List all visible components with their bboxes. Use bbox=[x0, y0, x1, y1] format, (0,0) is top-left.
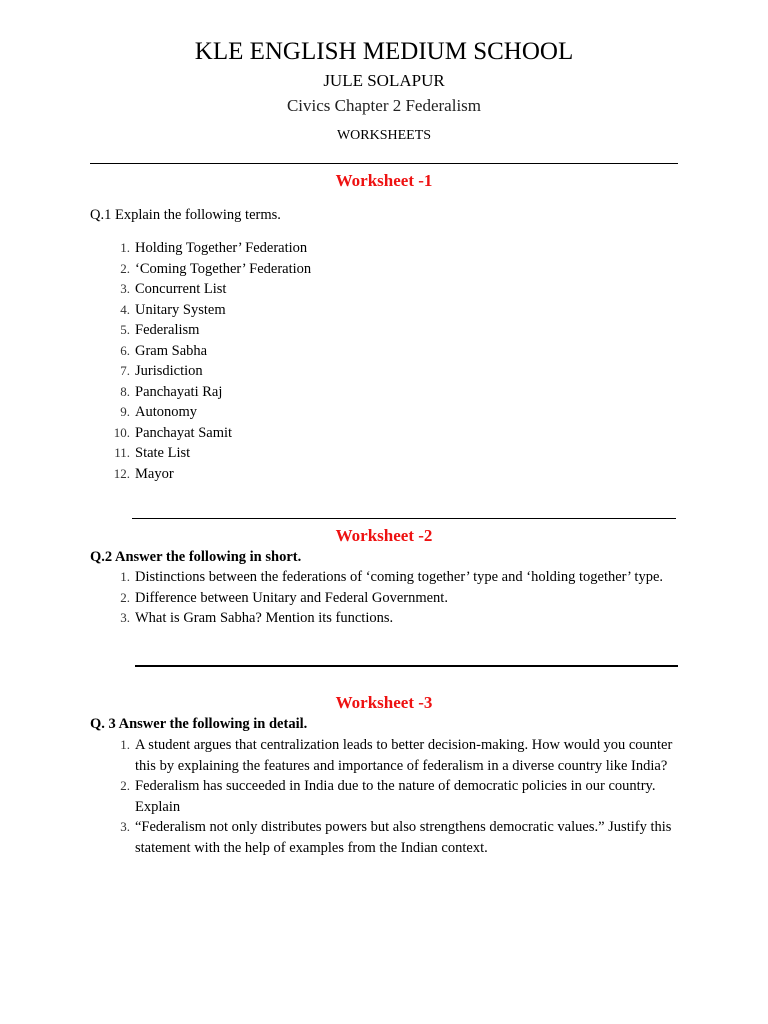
list-item-number: 3. bbox=[120, 819, 130, 834]
list-item-text: Concurrent List bbox=[135, 281, 227, 297]
list-item-text: Jurisdiction bbox=[135, 363, 203, 379]
list-item bbox=[90, 443, 680, 464]
list-item-number: 2. bbox=[120, 778, 130, 793]
worksheet-3-title: Worksheet -3 bbox=[335, 693, 433, 712]
school-city: JULE SOLAPUR bbox=[323, 71, 445, 90]
worksheet-2-list bbox=[90, 567, 680, 629]
list-item bbox=[90, 735, 680, 776]
list-item bbox=[90, 817, 680, 858]
worksheets-label: WORKSHEETS bbox=[336, 128, 432, 143]
list-item bbox=[90, 300, 680, 321]
list-item-text: Autonomy bbox=[135, 404, 198, 420]
list-item-number: 4. bbox=[120, 301, 130, 317]
list-item bbox=[90, 341, 680, 362]
list-item-number: 10. bbox=[113, 424, 130, 440]
worksheet-3-list bbox=[90, 735, 680, 858]
worksheet-1-title: Worksheet -1 bbox=[335, 171, 433, 190]
worksheet-2-question: Q.2 Answer the following in short. bbox=[90, 549, 302, 565]
divider-top bbox=[90, 163, 678, 164]
list-item-number: 6. bbox=[120, 342, 130, 358]
divider-2 bbox=[135, 665, 678, 667]
list-item-text: State List bbox=[135, 445, 191, 461]
list-item-text: Gram Sabha bbox=[135, 342, 208, 359]
list-item-number: 1. bbox=[120, 737, 130, 752]
list-item bbox=[90, 464, 680, 485]
list-item-text: Holding Together’ Federation bbox=[135, 240, 308, 256]
list-item-text: Panchayati Raj bbox=[135, 383, 223, 400]
list-item bbox=[90, 279, 680, 300]
school-name: KLE ENGLISH MEDIUM SCHOOL bbox=[194, 38, 574, 65]
list-item bbox=[90, 382, 680, 403]
chapter-title: Civics Chapter 2 Federalism bbox=[286, 96, 482, 115]
divider-1 bbox=[132, 518, 676, 519]
list-item bbox=[90, 259, 680, 280]
list-item-number: 2. bbox=[120, 260, 130, 276]
list-item-number: 1. bbox=[120, 569, 130, 584]
list-item-text: ‘Coming Together’ Federation bbox=[135, 260, 312, 277]
list-item-text: Federalism has succeeded in India due to the nature of democratic policies in our country. Explain bbox=[135, 778, 656, 815]
list-item bbox=[90, 402, 680, 423]
list-item-number: 5. bbox=[120, 322, 130, 337]
list-item bbox=[90, 567, 680, 588]
list-item bbox=[90, 423, 680, 444]
list-item-text: Distinctions between the federations of ‘coming together’ type and ‘holding together’ type. bbox=[135, 569, 664, 585]
list-item bbox=[90, 776, 680, 817]
list-item-text: Difference between Unitary and Federal Government. bbox=[135, 589, 448, 606]
worksheet-1-question: Q.1 Explain the following terms. bbox=[90, 207, 281, 223]
list-item-text: Unitary System bbox=[135, 301, 226, 318]
list-item-number: 8. bbox=[120, 383, 130, 399]
list-item bbox=[90, 588, 680, 609]
list-item bbox=[90, 320, 680, 341]
list-item-text: Federalism bbox=[135, 322, 200, 338]
list-item-number: 3. bbox=[120, 610, 130, 625]
list-item-number: 3. bbox=[120, 281, 130, 296]
worksheet-3-question: Q. 3 Answer the following in detail. bbox=[90, 716, 308, 732]
list-item-number: 11. bbox=[114, 445, 130, 460]
list-item-text: Mayor bbox=[135, 465, 174, 482]
list-item-text: Panchayat Samit bbox=[135, 424, 233, 441]
list-item bbox=[90, 361, 680, 382]
worksheet-1-list bbox=[90, 238, 680, 484]
list-item-number: 2. bbox=[120, 589, 130, 605]
list-item-text: A student argues that centralization leads to better decision-making. How would you counter this by explaining the features and importance of federalism in a diverse country like India? bbox=[135, 737, 673, 774]
list-item-text: “Federalism not only distributes powers but also strengthens democratic values.” Justify this statement with the help of examples from the Indian context. bbox=[135, 819, 672, 856]
list-item-text: What is Gram Sabha? Mention its functions. bbox=[135, 610, 394, 626]
list-item-number: 12. bbox=[113, 465, 130, 481]
list-item-number: 9. bbox=[120, 404, 130, 419]
list-item-number: 7. bbox=[120, 363, 130, 378]
list-item bbox=[90, 608, 680, 629]
worksheet-2-title: Worksheet -2 bbox=[335, 526, 433, 545]
list-item-number: 1. bbox=[120, 240, 130, 255]
list-item bbox=[90, 238, 680, 259]
